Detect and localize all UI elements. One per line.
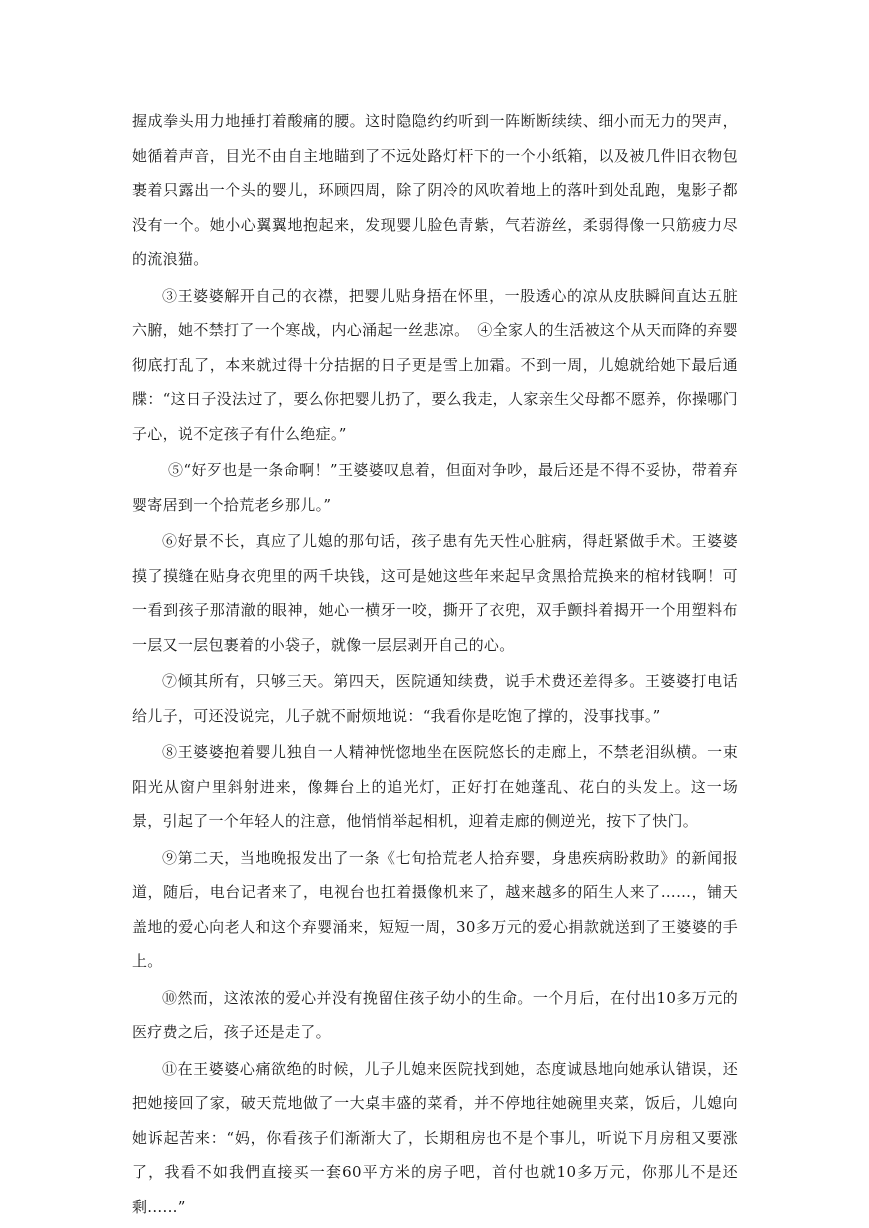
paragraph-continuation: 握成拳头用力地捶打着酸痛的腰。这时隐隐约约听到一阵断断续续、细小而无力的哭声，她循着声音，目光不由自主地瞄到了不远处路灯杆下的一个小纸箱，以及被几件旧衣物包裹着只露出一个头的婴儿，环顾四周，除了阴冷的风吹着地上的落叶到处乱跑，鬼影子都没有一个。她小心翼翼地抱起来，发现婴儿脸色青紫，气若游丝，柔弱得像一只筋疲力尽的流浪猫。 xyxy=(132,112,738,268)
paragraph-6: ⑥好景不长，真应了儿媳的那句话，孩子患有先天性心脏病，得赶紧做手术。王婆婆摸了摸缝在贴身衣兜里的两千块钱，这可是她这些年来起早贪黑拾荒换来的棺材钱啊！可一看到孩子那清澈的眼神，她心一横牙一咬，撕开了衣兜，双手颤抖着揭开一个用塑料布一层又一层包裹着的小袋子，就像一层层剥开自己的心。 xyxy=(132,532,738,654)
paragraph-11: ⑪在王婆婆心痛欲绝的时候，儿子儿媳来医院找到她，态度诚恳地向她承认错误，还把她接回了家，破天荒地做了一大桌丰盛的菜肴，并不停地往她碗里夹菜，饭后，儿媳向她诉起苦来：“妈，你看孩子们渐渐大了，长期租房也不是个事儿，听说下月房租又要涨了，我看不如我們直接买一套60平方米的房子吧，首付也就10多万元，你那儿不是还剩......” xyxy=(132,1059,738,1216)
paragraph-8: ⑧王婆婆抱着婴儿独自一人精神恍惚地坐在医院悠长的走廊上，不禁老泪纵横。一束阳光从窗户里斜射进来，像舞台上的追光灯，正好打在她蓬乱、花白的头发上。这一场景，引起了一个年轻人的注意，他悄悄举起相机，迎着走廊的侧逆光，按下了快门。 xyxy=(132,743,738,830)
paragraph-9: ⑨第二天，当地晚报发出了一条《七旬拾荒老人拾弃婴，身患疾病盼救助》的新闻报道，随后，电台记者来了，电视台也扛着摄像机来了，越来越多的陌生人来了……，铺天盖地的爱心向老人和这个弃婴涌来，短短一周，30多万元的爱心捐款就送到了王婆婆的手上。 xyxy=(132,848,738,970)
paragraph-5: ⑤“好歹也是一条命啊！”王婆婆叹息着，但面对争吵，最后还是不得不妥协，带着弃婴寄居到一个拾荒老乡那儿。” xyxy=(132,461,738,514)
paragraph-10: ⑩然而，这浓浓的爱心并没有挽留住孩子幼小的生命。一个月后，在付出10多万元的医疗费之后，孩子还是走了。 xyxy=(132,988,738,1041)
paragraph-7: ⑦倾其所有，只够三天。第四天，医院通知续费，说手术费还差得多。王婆婆打电话给儿子，可还没说完，儿子就不耐烦地说：“我看你是吃饱了撑的，没事找事。” xyxy=(132,672,738,725)
paragraph-3-4: ③王婆婆解开自己的衣襟，把婴儿贴身捂在怀里，一股透心的凉从皮肤瞬间直达五脏六腑，她不禁打了一个寒战，内心涌起一丝悲凉。 ④全家人的生活被这个从天而降的弃婴彻底打乱了，本来就过得十分拮据的日子更是雪上加霜。不到一周，儿媳就给她下最后通牒：“这日子没法过了，要么你把婴儿扔了，要么我走，人家亲生父母都不愿养，你操哪门子心，说不定孩子有什么绝症。” xyxy=(132,286,738,443)
document-page xyxy=(132,104,738,1224)
